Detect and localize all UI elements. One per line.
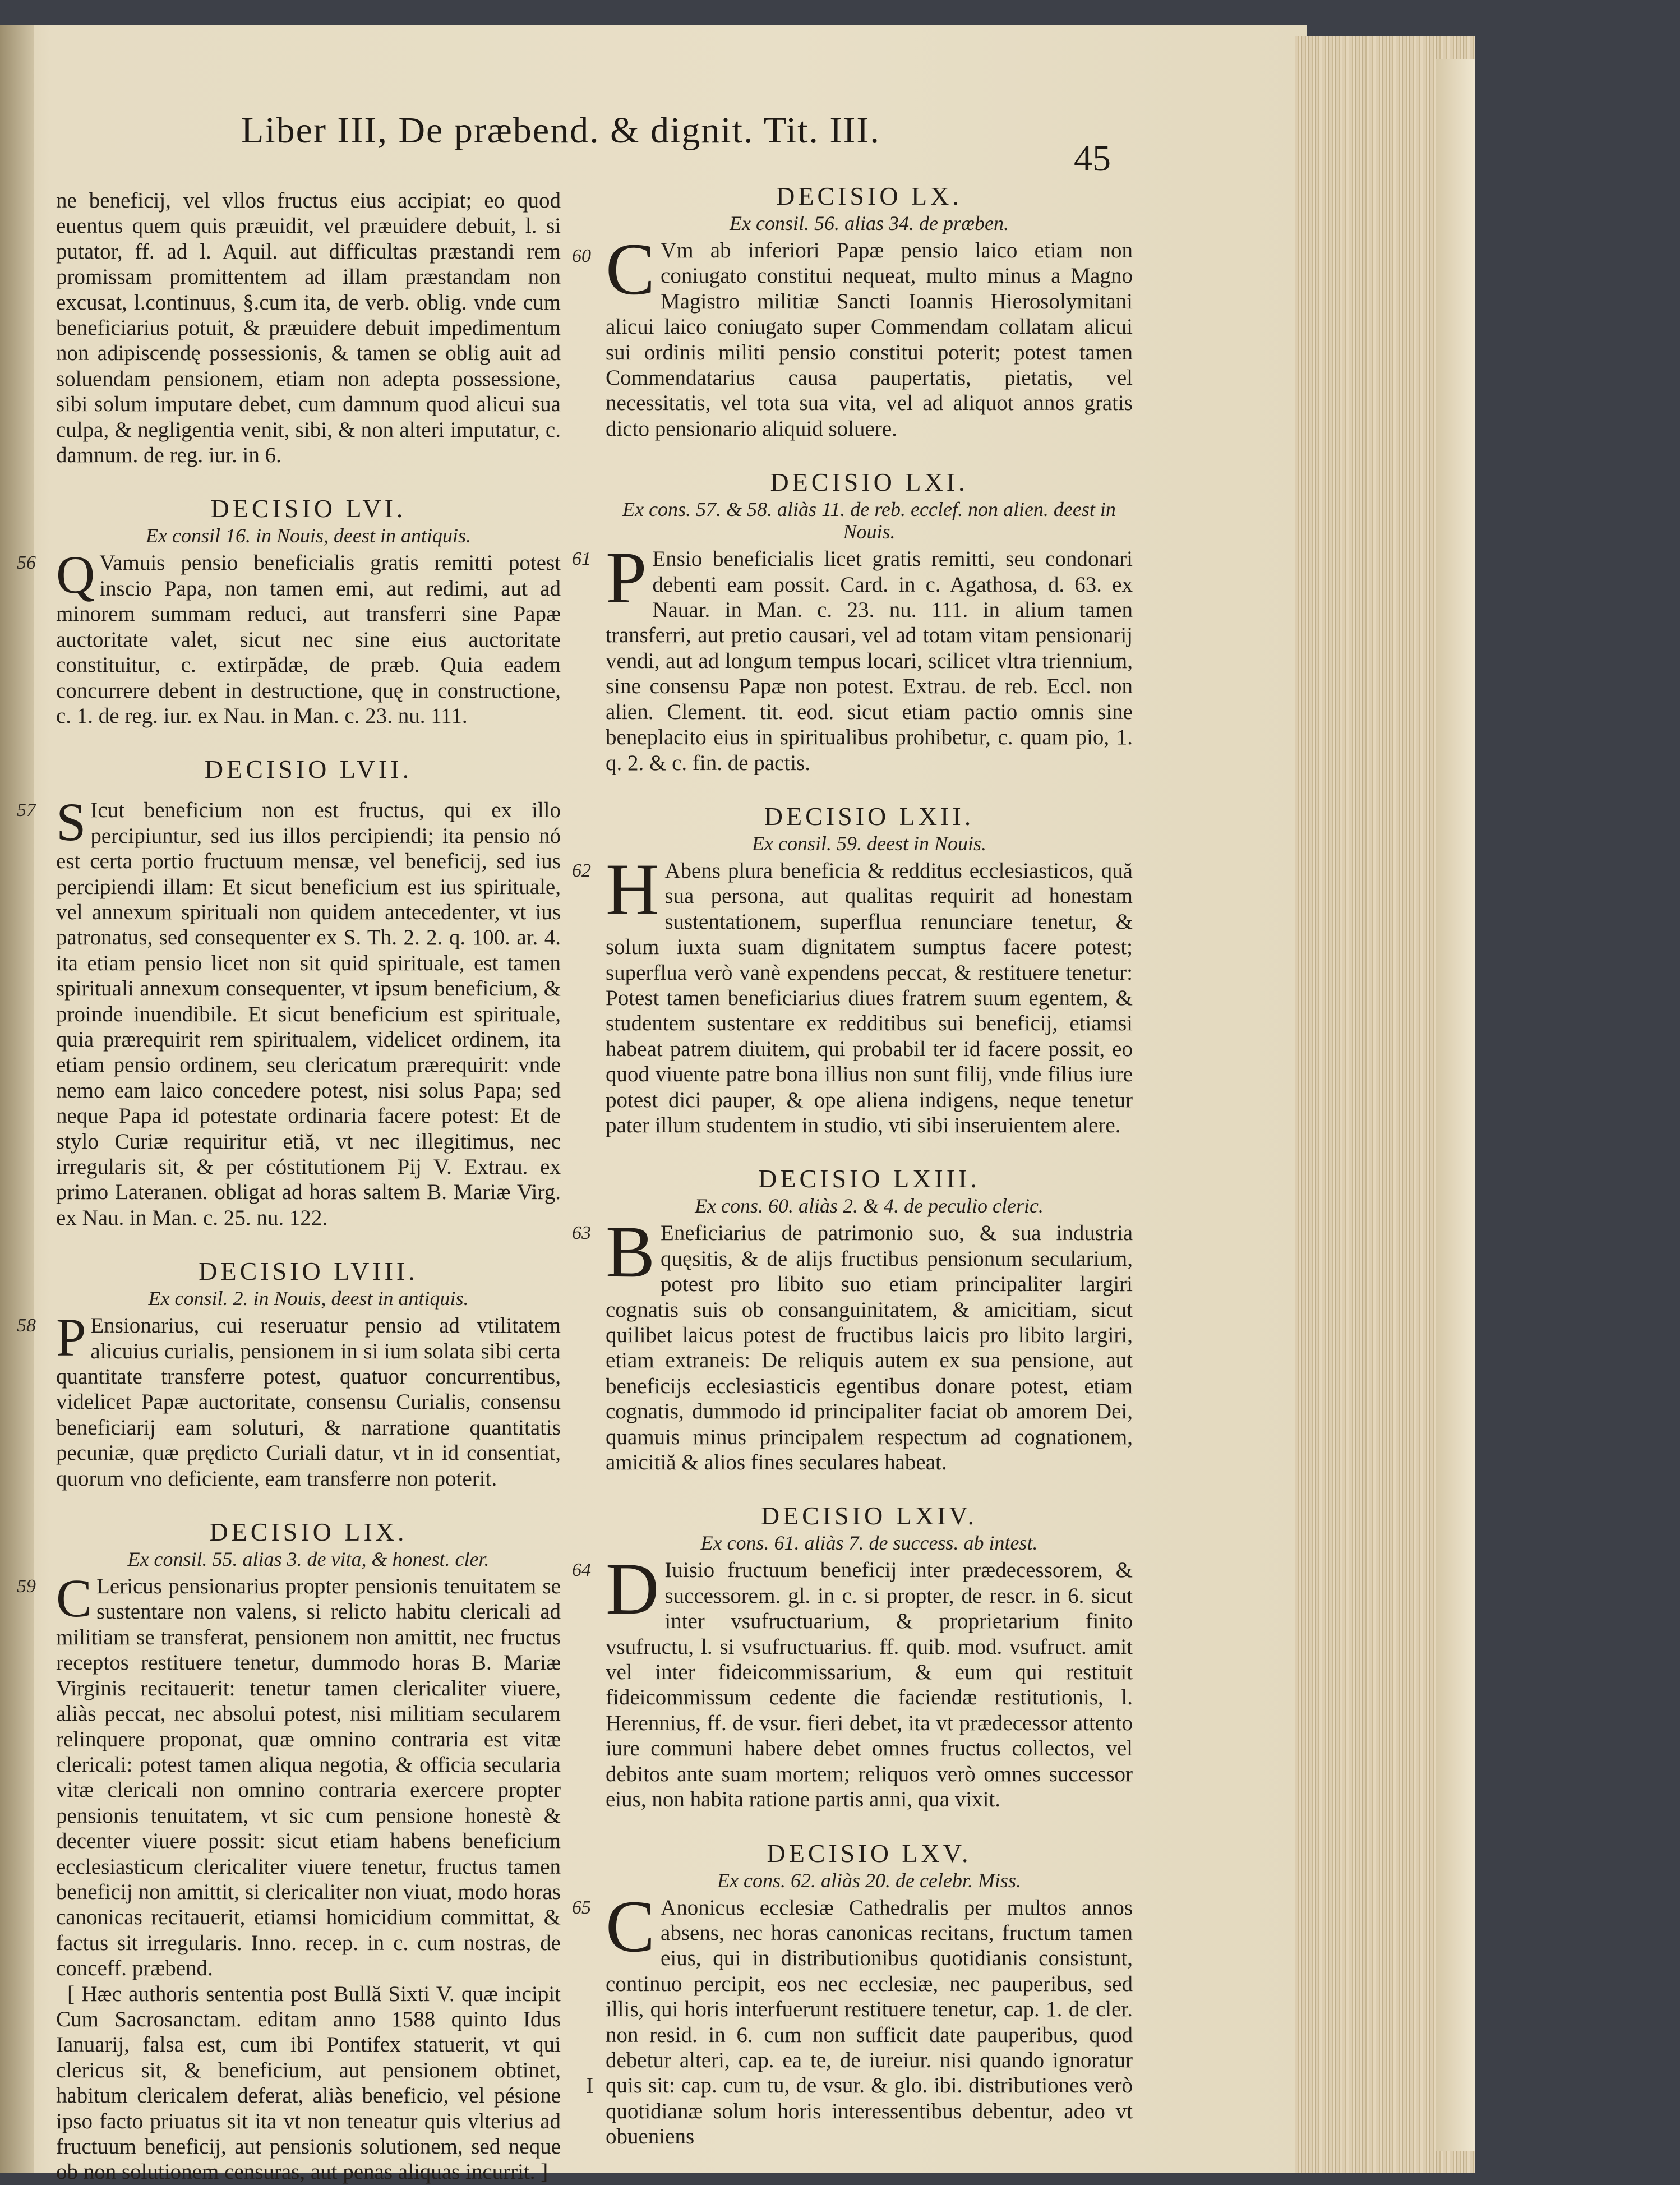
- decisio-64-source: Ex cons. 61. aliàs 7. de success. ab intest.: [700, 1532, 1038, 1555]
- running-head: Liber III, De præbend. & dignit. Tit. III.: [241, 110, 880, 151]
- decisio-60-source: Ex consil. 56. alias 34. de præben.: [730, 212, 1009, 234]
- folio-number: 45: [1074, 138, 1111, 179]
- decisio-64-body: Iuisio fructuum beneficij inter prædecessorem, & successorem. gl. in c. si propter, de rescr. in 6. sicut inter vsufructuarium, & proprietarium finito vsufructu, l. si vsufructuarius. ff. quib. mod. vsufruct. amit vel inter fideicommissarium, & eum qui restituit fideicommissum cedente die faciendæ restitutionis, l. Herennius, ff. de vsur. fieri debet, ita vt prædecessor attento iure communi habere debet omnes fructus collectos, vel debitos ante suam mortem; reliquos verò omnes successor eius, non habita ratione partis anni, qua vixit.: [606, 1558, 1133, 1812]
- decisio-65-heading: DECISIO LXV.: [767, 1838, 972, 1868]
- left-column: [17, 188, 561, 2185]
- decisio-60-number: 60: [572, 246, 591, 266]
- decisio-56-number: 56: [17, 552, 36, 574]
- decisio-56-heading: DECISIO LVI.: [210, 494, 407, 523]
- decisio-57-heading: DECISIO LVII.: [204, 755, 413, 784]
- decisio-65-text: [572, 1884, 1133, 2150]
- decisio-62-text: [572, 847, 1133, 1138]
- decisio-58-number: 58: [17, 1315, 36, 1336]
- decisio-57-initial: S: [56, 792, 86, 852]
- decisio-62-source: Ex consil. 59. deest in Nouis.: [752, 832, 986, 855]
- decisio-59-heading: DECISIO LIX.: [209, 1518, 408, 1547]
- decisio-60-body: Vm ab inferiori Papæ pensio laico etiam non coniugato constitui nequeat, multo minus a Magno Magistro militiæ Sancti Ioannis Hierosolymitani alicui laico coniugato super Commendam collatam alicui sui ordinis militi pensio constitui poterit; potest tamen Commendatarius causa paupertatis, pietatis, vel necessitatis, vel tota sua vita, vel ad aliquot annos gratis dicto pensionario aliquid soluere.: [606, 238, 1133, 441]
- decisio-58-initial: P: [56, 1307, 86, 1368]
- decisio-63-number: 63: [572, 1223, 591, 1244]
- intro-paragraph: ne beneficij, vel vllos fructus eius accipiat; eo quod euentus quem quis præuidit, vel præuidere debuit, l. si putator, ff. ad l. Aquil. aut difficultas præstandi rem promissam promittentem ad illam præstandam non excusat, l.continuus, §.cum ita, de verb. oblig. vnde cum beneficiarius potuit, & præuidere debuit impedimentum non adipiscendę possessionis, & tamen se oblig auit ad soluendam pensionem, etiam non adepta possessione, sibi solum imputare debet, cum damnum quod alicui sua culpa, & negligentia venit, sibi, & non alteri imputatur, c. damnum. de reg. iur. in 6.: [56, 188, 561, 468]
- decisio-60-heading: DECISIO LX.: [776, 182, 962, 210]
- decisio-59-text: [17, 1568, 561, 1981]
- right-column: [572, 181, 1133, 2150]
- decisio-61-initial: P: [606, 536, 647, 619]
- decisio-63-body: Eneficiarius de patrimonio suo, & sua industria quęsitis, & de alijs fructibus pensionum secularium, potest pro libito suo etiam principaliter largiri cognatis suis ob consanguinitatem, & amicitiam, sicut quilibet laicus potest de fructibus laicis pro libito largiri, etiam extraneis: De reliquis autem ex sua pensione, aut beneficijs ecclesiasticis egentibus donare potest, etiam cognatis, dummodo id principaliter faciat ob amorem Dei, quamuis minus principalem respectum ad cognationem, amicitiă & alios fines seculares habeat.: [606, 1221, 1133, 1475]
- decisio-57-number: 57: [17, 800, 36, 821]
- signature-mark: I: [586, 2073, 594, 2098]
- decisio-62-initial: H: [606, 847, 659, 930]
- decisio-60-initial: C: [606, 228, 656, 310]
- decisio-65-body: Anonicus ecclesiæ Cathedralis per multos annos absens, nec horas canonicas recitans, fructum tamen eius, qui in distributionibus quotidianis consistunt, continuo percipit, eos nec ecclesiæ, nec pauperibus, sed illis, qui horis interfuerunt restituere tenetur, cap. 1. de cler. non resid. in 6. cum non sufficit date pauperibus, quod debetur alteri, cap. ea te, de iureiur. nisi quando ignoratur quis sit: cap. cum tu, de vsur. & glo. ibi. distributiones verò quotidianæ solum horis interessentibus debentur, adeo vt obueniens: [606, 1895, 1133, 2149]
- decisio-63-source: Ex cons. 60. aliàs 2. & 4. de peculio cleric.: [695, 1195, 1044, 1218]
- decisio-59-initial: C: [56, 1568, 93, 1629]
- book-spread: [0, 25, 1480, 2184]
- decisio-60-text: [572, 228, 1133, 441]
- decisio-58-heading: DECISIO LVIII.: [199, 1257, 418, 1286]
- decisio-59-source: Ex consil. 55. alias 3. de vita, & honest. cler.: [127, 1548, 490, 1571]
- decisio-63-initial: B: [606, 1210, 656, 1293]
- decisio-64-text: [572, 1547, 1133, 1812]
- decisio-58-source: Ex consil. 2. in Nouis, deest in antiquis.: [148, 1287, 469, 1310]
- decisio-61-number: 61: [572, 548, 591, 570]
- decisio-58-body: Ensionarius, cui reseruatur pensio ad vtilitatem alicuius curialis, pensionem in si ium solata sibi certa quantitate transferre potest, quatuor concurrentibus, videlicet Papæ auctoritate, consensu Curialis, consensu beneficiarij eam soluturi, & narratione quantitatis pecuniæ, quæ prędicto Curiali datur, vt in id consentiat, quorum vno deficiente, eam transferre non poterit.: [56, 1313, 561, 1491]
- decisio-65-source: Ex cons. 62. aliàs 20. de celebr. Miss.: [717, 1869, 1021, 1892]
- decisio-64-number: 64: [572, 1560, 591, 1581]
- back-cover-edge: [1436, 59, 1475, 2151]
- decisio-56-text: [17, 545, 561, 729]
- decisio-61-source: Ex cons. 57. & 58. aliàs 11. de reb. ecclef. non alien. deest in Nouis.: [622, 498, 1116, 543]
- decisio-64-initial: D: [606, 1547, 659, 1630]
- decisio-64-heading: DECISIO LXIV.: [760, 1501, 978, 1531]
- decisio-62-body: Abens plura beneficia & redditus ecclesiasticos, quă sua persona, aut qualitas requirit ad honestam sustentationem, superflua renunciare tenetur, & solum iuxta suam dignitatem sumptus facere potest; superflua verò vanè expendens peccat, & restituere tenetur: Potest tamen beneficiarius diues fratrem suum egentem, & studentem sustentare ex redditibus sui beneficij, etiamsi habeat patrem diuitem, qui probabil ter id facere possit, eo quod viuente patre bona illius non sunt filij, vnde filius iure potest dici pauper, & ope aliena indigens, neque tenetur pater illum studentem in studio, vti sibi inseruientem alere.: [606, 858, 1133, 1137]
- decisio-56-initial: Q: [56, 545, 95, 605]
- editor-bracket-note: [ Hæc authoris sententia post Bullă Sixti V. quæ incipit Cum Sacrosanctam. editam anno 1588 quinto Idus Ianuarij, falsa est, cum ibi Pontifex statuerit, vt qui clericus sit, & beneficium, aut pensionem obtinet, habitum clericalem deferat, aliàs beneficio, vel pésione ipso facto priuatus sit ita vt non teneatur quis vlterius ad fructuum beneficij, aut pensionis solutionem, sed neque ob non solutionem censuras, aut penas aliquas incurrit. ]: [56, 1981, 561, 2184]
- decisio-56-source: Ex consil 16. in Nouis, deest in antiquis.: [146, 524, 471, 547]
- decisio-57-body: Icut beneficium non est fructus, qui ex illo percipiuntur, sed ius illos percipiendi; ita pensio nó est certa portio fructuum mensæ, vel beneficij, sed ius percipiendi illam: Et sicut beneficium est ius spirituale, vel annexum spirituali non quidem antecedenter, vt ius patronatus, sed consequenter ex S. Th. 2. 2. q. 100. ar. 4. ita etiam pensio licet non sit quid spirituale, est tamen spirituali annexum consequenter, vt ipsum beneficium, & proinde inuendibile. Et sicut beneficium est spirituale, quia prærequirit rem spiritualem, videlicet ordinem, ita etiam pensio ordinem, seu clericatum prærequirit: vnde nemo eam laico concedere potest, nisi solus Papa; sed neque Papa id potestate ordinaria facere potest: Et de stylo Curiæ requiritur etiă, vt nec illegitimus, nec irregularis sit, & per cóstitutionem Pij V. Extrau. ex primo Lateranen. obligat ad horas saltem B. Mariæ Virg. ex Nau. in Man. c. 25. nu. 122.: [56, 798, 561, 1230]
- page-gutter: [0, 25, 34, 2173]
- decisio-63-text: [572, 1210, 1133, 1475]
- decisio-56-body: Vamuis pensio beneficialis gratis remitti potest inscio Papa, non tamen emi, aut redimi, aut ad minorem summam reduci, aut transferri sine Papæ auctoritate valet, sicut nec sine eius auctoritate constituitur, c. extirpădæ, de præb. Quia eadem concurrere debent in destructione, quę in constructione, c. 1. de reg. iur. ex Nau. in Man. c. 23. nu. 111.: [56, 551, 561, 728]
- decisio-59-body: Lericus pensionarius propter pensionis tenuitatem se sustentare non valens, si relicto habitu clericali ad militiam se transferat, pensionem non amittit, nec fructus receptos restituere tenetur, dummodo horas B. Mariæ Virginis recitauerit: tenetur tamen clericaliter viuere, aliàs peccat, nec absolui potest, nisi militiam secularem relinquere proponat, quæ omnino contraria est vitæ clericali: potest tamen aliqua negotia, & officia secularia vitæ clericali non omnino contraria exercere propter pensionis tenuitatem, vt sic cum pensione honestè & decenter viuere possit: sicut etiam habens beneficium ecclesiasticum clericaliter viuere tenetur, fructus tamen beneficij non amittit, si clericaliter non viuat, modo horas canonicas recitauerit, etiamsi homicidium committat, & factus sit irregularis. Inno. recep. in c. cum nostras, de conceff. præbend.: [56, 1574, 561, 1981]
- decisio-57-text: [17, 792, 561, 1230]
- decisio-65-number: 65: [572, 1897, 591, 1918]
- decisio-62-number: 62: [572, 860, 591, 881]
- decisio-61-text: [572, 536, 1133, 776]
- decisio-61-body: Ensio beneficialis licet gratis remitti, seu condonari debenti eam possit. Card. in c. Agathosa, d. 63. ex Nauar. in Man. c. 23. nu. 111. in alium tamen transferri, aut pretio causari, vel ad totam vitam pensionarij vendi, aut ad longum tempus locari, scilicet vltra triennium, sine consensu Papæ non potest. Extrau. de reb. Eccl. non alien. Clement. tit. eod. sicut etiam pactio omnis sine beneplacito eius in spiritualibus prohibetur, c. quam pio, 1. q. 2. & c. fin. de pactis.: [606, 547, 1133, 775]
- decisio-59-number: 59: [17, 1576, 36, 1597]
- decisio-62-heading: DECISIO LXII.: [764, 801, 975, 831]
- decisio-61-heading: DECISIO LXI.: [770, 468, 968, 497]
- decisio-58-text: [17, 1307, 561, 1491]
- decisio-63-heading: DECISIO LXIII.: [758, 1164, 980, 1193]
- decisio-65-initial: C: [606, 1884, 656, 1967]
